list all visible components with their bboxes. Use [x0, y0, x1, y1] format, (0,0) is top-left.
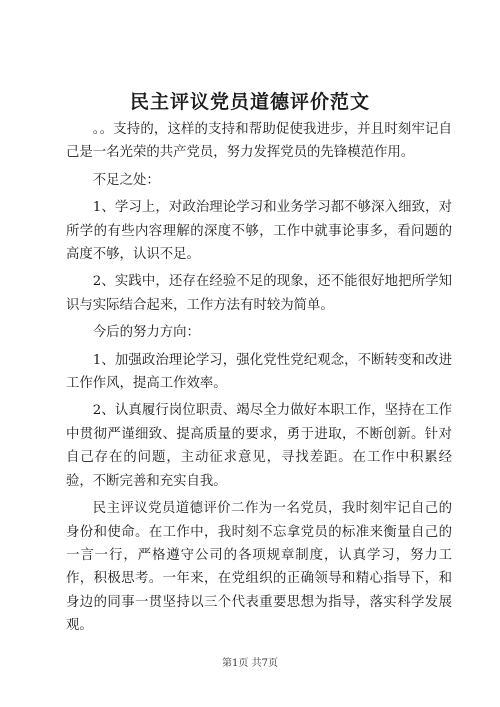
paragraph-direction-heading: 今后的努力方向：: [92, 325, 200, 341]
document-title: 民主评议党员道德评价范文: [129, 91, 370, 113]
paragraph-intro: 。。支持的，这样的支持和帮助促使我进步，并且时刻牢记自己是一名光荣的共产党员，努力发挥党员的先锋模范作用。: [66, 122, 452, 161]
page-footer: 第1页 共7页: [222, 658, 278, 669]
paragraph-shortcomings-heading: 不足之处：: [92, 172, 160, 188]
paragraph-shortcoming-1: 1、学习上，对政治理论学习和业务学习都不够深入细致，对所学的有些内容理解的深度不够，工作中就事论事多，看问题的高度不够，认识不足。: [66, 200, 452, 263]
paragraph-direction-1: 1、加强政治理论学习，强化党性党纪观念，不断转变和改进工作作风，提高工作效率。: [66, 352, 452, 392]
paragraph-evaluation-2: 民主评议党员道德评价二作为一名党员，我时刻牢记自己的身份和使命。在工作中，我时刻不忘拿党员的标准来衡量自己的一言一行，严格遵守公司的各项规章制度，认真学习，努力工作，积极思考。一年来，在党组织的正确领导和精心指导下，和身边的同事一贯坚持以三个代表重要思想为指导，落实科学发展观。: [66, 501, 452, 634]
document-body: [66, 118, 452, 638]
paragraph-direction-2: 2、认真履行岗位职责、竭尽全力做好本职工作，坚持在工作中贯彻严谨细致、提高质量的要求，勇于进取，不断创新。针对自己存在的问题，主动征求意见，寻找差距。在工作中积累经验，不断完善和充实自我。: [66, 403, 452, 489]
paragraph-shortcoming-2: 2、实践中，还存在经验不足的现象，还不能很好地把所学知识与实际结合起来，工作方法有时较为简单。: [66, 274, 452, 313]
